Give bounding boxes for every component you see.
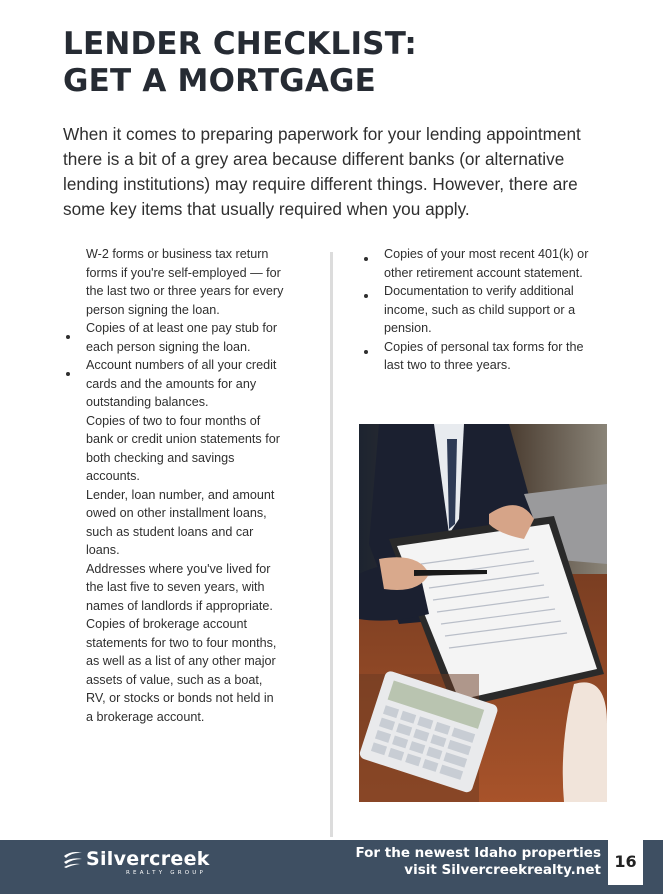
checklist-item xyxy=(362,245,597,282)
checklist-item-text: Copies of brokerage account statements for two to four months, as well as a list of any other major assets of value, such as a boat, RV, or stocks or bonds not held in a brokerage account. xyxy=(86,617,277,724)
bullet-icon xyxy=(364,257,368,261)
checklist-item-text: Copies of personal tax forms for the last two to three years. xyxy=(384,339,584,372)
checklist-item xyxy=(64,486,284,560)
checklist-item xyxy=(64,560,284,616)
checklist-item-text: Lender, loan number, and amount owed on other installment loans, such as student loans and car loans. xyxy=(86,487,275,557)
footer-tagline xyxy=(355,845,601,879)
bullet-icon xyxy=(364,294,368,298)
checklist-item xyxy=(64,615,284,726)
bullet-icon xyxy=(66,335,70,339)
silvercreek-logo[interactable] xyxy=(62,848,210,877)
checklist-item xyxy=(64,412,284,486)
checklist-item xyxy=(64,245,284,319)
checklist-item xyxy=(64,356,284,412)
logo-swoosh-icon xyxy=(62,850,84,868)
checklist-item-text: Account numbers of all your credit cards and the amounts for any outstanding balances. xyxy=(86,358,277,409)
logo-name: Silvercreek xyxy=(86,848,210,870)
page-number: 16 xyxy=(608,839,643,885)
checklist-item xyxy=(362,282,597,338)
checklist-item-text: Copies of two to four months of bank or credit union statements for both checking and savings accounts. xyxy=(86,413,280,483)
tagline-line-1: For the newest Idaho properties xyxy=(355,845,601,861)
intro-paragraph: When it comes to preparing paperwork for your lending appointment there is a bit of a grey area because different banks (or alternative lending institutions) may require different things. However, there are some key items that usually required when you apply. xyxy=(63,124,581,219)
logo-subtitle: REALTY GROUP xyxy=(126,870,206,876)
checklist-item-text: W-2 forms or business tax return forms if you're self-employed — for the last two or three years for every person signing the loan. xyxy=(86,247,284,317)
checklist-item xyxy=(64,319,284,356)
page-title: LENDER CHECKLIST: GET A MORTGAGE xyxy=(63,26,417,99)
checklist-left xyxy=(64,245,284,726)
photo-illustration xyxy=(359,424,607,802)
checklist-item-text: Copies of at least one pay stub for each person signing the loan. xyxy=(86,321,278,354)
mortgage-signing-photo xyxy=(359,424,607,802)
tagline-line-2[interactable]: visit Silvercreekrealty.net xyxy=(404,862,601,878)
checklist-item-text: Copies of your most recent 401(k) or other retirement account statement. xyxy=(384,247,589,280)
checklist-right xyxy=(362,245,597,375)
bullet-icon xyxy=(66,372,70,376)
footer-bar xyxy=(0,840,663,894)
checklist-item-text: Documentation to verify additional income, such as child support or a pension. xyxy=(384,284,576,335)
column-divider xyxy=(330,252,333,837)
checklist-item xyxy=(362,338,597,375)
checklist-item-text: Addresses where you've lived for the last five to seven years, with names of landlords if appropriate. xyxy=(86,561,273,613)
right-checklist xyxy=(362,245,597,375)
bullet-icon xyxy=(364,350,368,354)
left-checklist xyxy=(64,245,284,726)
